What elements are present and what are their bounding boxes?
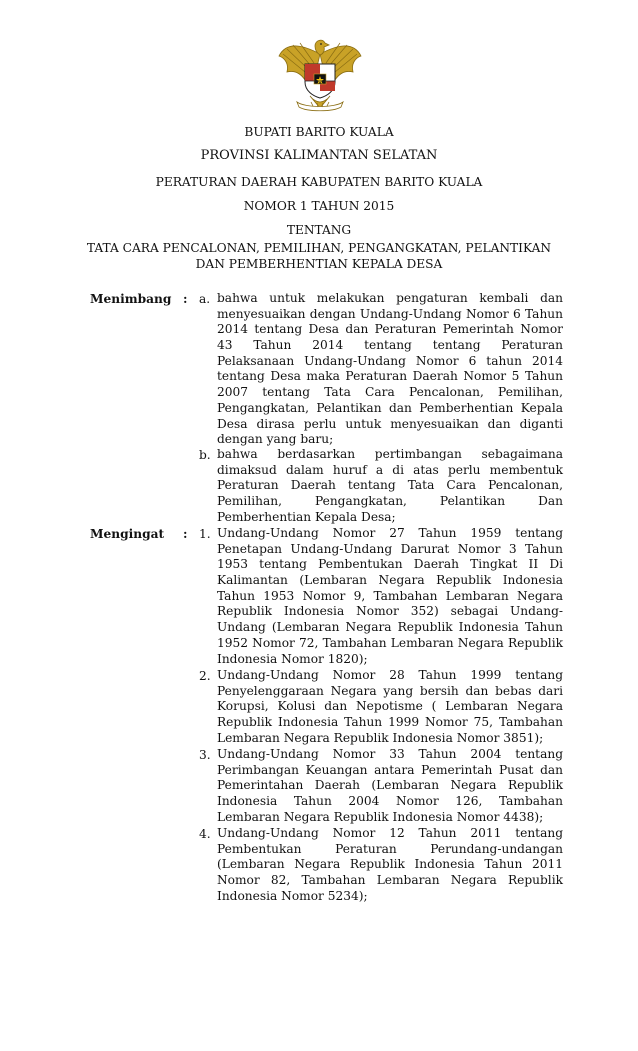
text-line: Pemilihan, Pengangkatan, Pelantikan Dan bbox=[217, 494, 563, 509]
text-line: dengan yang baru; bbox=[217, 432, 334, 447]
mengingat-item-marker: 1. bbox=[199, 527, 211, 541]
menimbang-item-marker: a. bbox=[199, 292, 211, 306]
text-line: Lembaran Negara Republik Indonesia Nomor 3851); bbox=[217, 730, 544, 745]
mengingat-item-4 bbox=[217, 826, 563, 904]
mengingat-item-2 bbox=[217, 668, 563, 746]
text-line: 2007 tentang Tata Cara Pencalonan, Pemilihan, bbox=[217, 385, 563, 400]
text-line: Perimbangan Keuangan antara Pemerintah Pusat dan bbox=[217, 762, 563, 777]
text-line: Indonesia Nomor 1820); bbox=[217, 651, 368, 666]
regent-title: BUPATI BARITO KUALA bbox=[244, 125, 394, 139]
mengingat-item-marker: 2. bbox=[199, 669, 211, 683]
regulation-subject-line1: TATA CARA PENCALONAN, PEMILIHAN, PENGANGKATAN, PELANTIKAN bbox=[86, 241, 552, 255]
text-line: Penyelenggaraan Negara yang bersih dan bebas dari bbox=[217, 683, 563, 698]
text-line: Undang-Undang Nomor 33 Tahun 2004 tentang bbox=[217, 747, 563, 761]
text-line: 1953 tentang Pembentukan Daerah Tingkat II Di bbox=[217, 557, 563, 572]
province-title: PROVINSI KALIMANTAN SELATAN bbox=[200, 148, 438, 163]
mengingat-label: Mengingat bbox=[90, 527, 165, 541]
text-line: Pemberhentian Kepala Desa; bbox=[217, 509, 396, 524]
mengingat-item-1 bbox=[217, 526, 563, 667]
text-line: Nomor 82, Tambahan Lembaran Negara Republik bbox=[217, 873, 563, 888]
text-line: Indonesia Nomor 5234); bbox=[217, 888, 368, 903]
regulation-subject-line2: DAN PEMBERHENTIAN KEPALA DESA bbox=[195, 257, 443, 271]
menimbang-item-b bbox=[217, 447, 563, 525]
regulation-number: NOMOR 1 TAHUN 2015 bbox=[243, 199, 395, 213]
text-line: Peraturan Daerah tentang Tata Cara Pencalonan, bbox=[217, 478, 563, 493]
menimbang-item-a bbox=[217, 291, 563, 448]
text-line: Indonesia Tahun 2004 Nomor 126, Tambahan bbox=[217, 794, 563, 809]
menimbang-item-marker: b. bbox=[199, 448, 211, 462]
text-line: bahwa berdasarkan pertimbangan sebagaimana bbox=[217, 447, 563, 461]
mengingat-item-marker: 4. bbox=[199, 827, 211, 841]
text-line: dimaksud dalam huruf a di atas perlu membentuk bbox=[217, 462, 563, 477]
text-line: Pembentukan Peraturan Perundang-undangan bbox=[217, 841, 563, 856]
text-line: tentang Desa maka Peraturan Daerah Nomor 5 Tahun bbox=[217, 369, 563, 384]
menimbang-label: Menimbang bbox=[90, 292, 172, 306]
text-line: Pelaksanaan Undang-Undang Nomor 6 tahun 2014 bbox=[217, 353, 563, 368]
text-line: Undang (Lembaran Negara Republik Indonesia Tahun bbox=[217, 620, 563, 635]
text-line: Desa dirasa perlu untuk menyesuaikan dan diganti bbox=[217, 416, 563, 431]
text-line: (Lembaran Negara Republik Indonesia Tahun 2011 bbox=[217, 857, 563, 872]
text-line: menyesuaikan dengan Undang-Undang Nomor 6 Tahun bbox=[217, 306, 563, 321]
text-line: bahwa untuk melakukan pengaturan kembali dan bbox=[217, 291, 563, 305]
text-line: Kalimantan (Lembaran Negara Republik Indonesia bbox=[217, 573, 563, 588]
text-line: 43 Tahun 2014 tentang tentang Peraturan bbox=[217, 338, 563, 353]
text-line: Undang-Undang Nomor 28 Tahun 1999 tentang bbox=[217, 668, 563, 682]
regulation-title: PERATURAN DAERAH KABUPATEN BARITO KUALA bbox=[155, 175, 483, 189]
text-line: Korupsi, Kolusi dan Nepotisme ( Lembaran Negara bbox=[217, 699, 563, 714]
text-line: Lembaran Negara Republik Indonesia Nomor 4438); bbox=[217, 809, 544, 824]
mengingat-item-marker: 3. bbox=[199, 748, 211, 762]
text-line: Republik Indonesia Nomor 352) sebagai Undang- bbox=[217, 604, 563, 619]
text-line: Undang-Undang Nomor 12 Tahun 2011 tentang bbox=[217, 826, 563, 840]
text-line: Undang-Undang Nomor 27 Tahun 1959 tentang bbox=[217, 526, 563, 540]
text-line: 2014 tentang Desa dan Peraturan Pemerintah Nomor bbox=[217, 322, 563, 337]
text-line: Republik Indonesia Tahun 1999 Nomor 75, Tambahan bbox=[217, 715, 563, 730]
text-line: Tahun 1953 Nomor 9, Tambahan Lembaran Negara bbox=[217, 588, 563, 603]
mengingat-item-3 bbox=[217, 747, 563, 825]
text-line: Penetapan Undang-Undang Darurat Nomor 3 Tahun bbox=[217, 541, 563, 556]
about-label: TENTANG bbox=[286, 223, 352, 237]
text-line: 1952 Nomor 72, Tambahan Lembaran Negara Republik bbox=[217, 635, 563, 650]
mengingat-colon: : bbox=[183, 527, 188, 541]
garuda-pancasila-emblem-icon bbox=[275, 36, 365, 118]
text-line: Pemerintahan Daerah (Lembaran Negara Republik bbox=[217, 778, 563, 793]
menimbang-colon: : bbox=[183, 292, 188, 306]
text-line: Pengangkatan, Pelantikan dan Pemberhentian Kepala bbox=[217, 400, 563, 415]
